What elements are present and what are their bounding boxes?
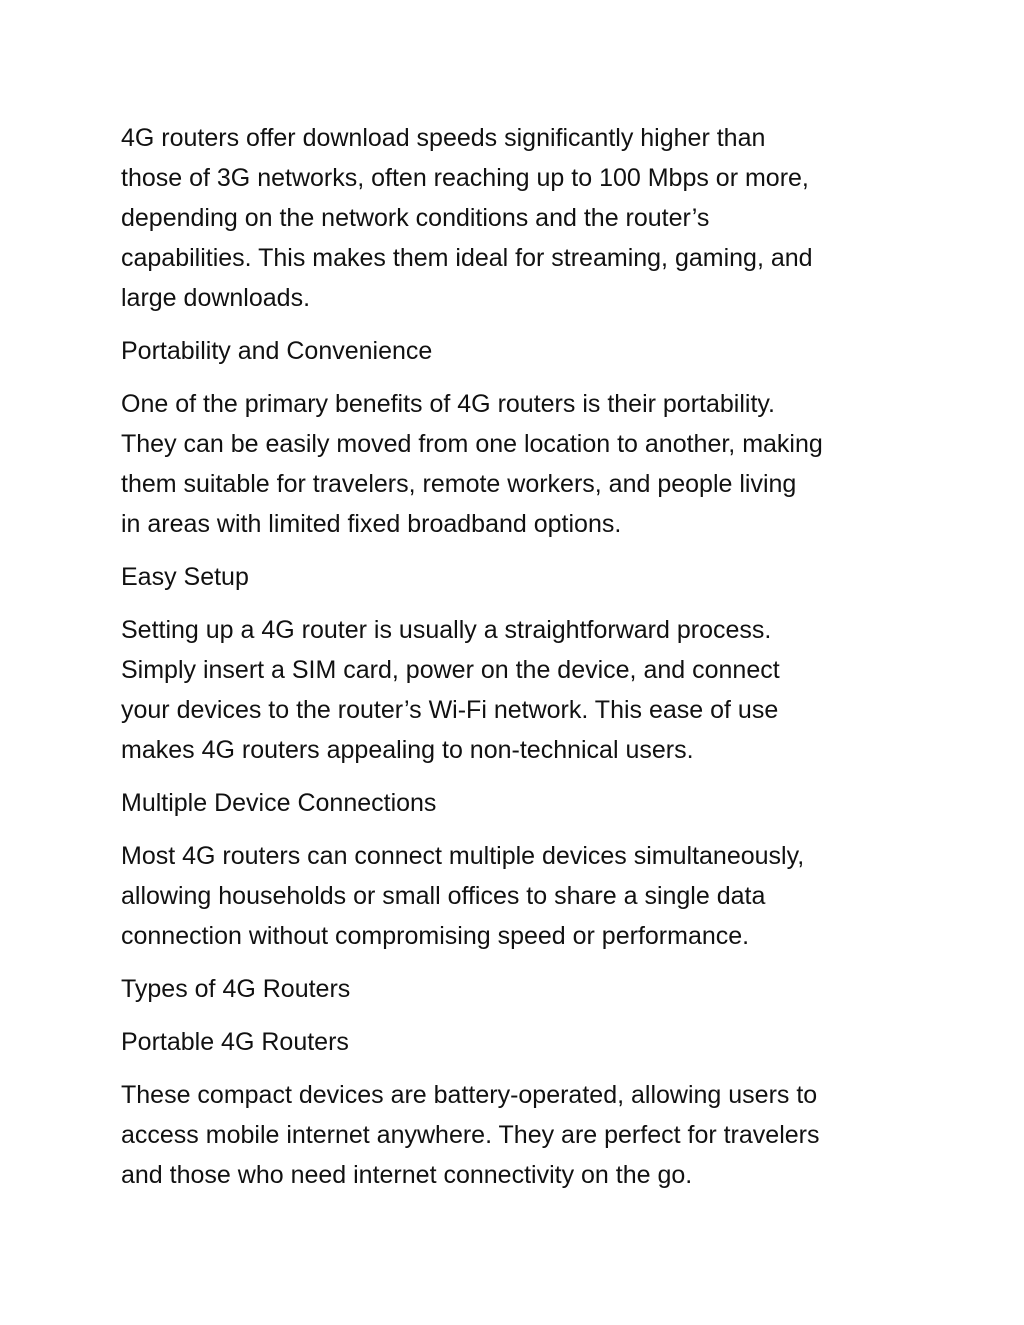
paragraph-line: Simply insert a SIM card, power on the device, and connect bbox=[121, 656, 780, 684]
paragraph-line: depending on the network conditions and the router’s bbox=[121, 204, 710, 232]
paragraph-portability bbox=[121, 384, 911, 544]
paragraph-line: connection without compromising speed or performance. bbox=[121, 922, 750, 950]
paragraph-line: them suitable for travelers, remote workers, and people living bbox=[121, 470, 797, 498]
paragraph-portable-routers bbox=[121, 1075, 911, 1195]
paragraph-line: These compact devices are battery-operated, allowing users to bbox=[121, 1081, 818, 1109]
paragraph-line: in areas with limited fixed broadband options. bbox=[121, 510, 622, 538]
heading-easy-setup: Easy Setup bbox=[121, 563, 249, 591]
paragraph-line: One of the primary benefits of 4G routers is their portability. bbox=[121, 390, 775, 418]
paragraph-line: They can be easily moved from one location to another, making bbox=[121, 430, 823, 458]
paragraph-line: 4G routers offer download speeds significantly higher than bbox=[121, 124, 766, 152]
paragraph-line: and those who need internet connectivity on the go. bbox=[121, 1161, 693, 1189]
heading-multiple-devices: Multiple Device Connections bbox=[121, 789, 437, 817]
heading-portable-routers: Portable 4G Routers bbox=[121, 1028, 349, 1056]
paragraph-line: those of 3G networks, often reaching up to 100 Mbps or more, bbox=[121, 164, 809, 192]
paragraph-line: allowing households or small offices to share a single data bbox=[121, 882, 766, 910]
paragraph-line: your devices to the router’s Wi-Fi network. This ease of use bbox=[121, 696, 779, 724]
paragraph-line: access mobile internet anywhere. They are perfect for travelers bbox=[121, 1121, 820, 1149]
heading-portability: Portability and Convenience bbox=[121, 337, 433, 365]
paragraph-line: makes 4G routers appealing to non-technical users. bbox=[121, 736, 694, 764]
paragraph-easy-setup bbox=[121, 610, 911, 770]
paragraph-line: large downloads. bbox=[121, 284, 311, 312]
paragraph-multiple-devices bbox=[121, 836, 911, 956]
paragraph-line: capabilities. This makes them ideal for streaming, gaming, and bbox=[121, 244, 813, 272]
paragraph-download-speeds bbox=[121, 118, 911, 318]
heading-types-of-routers: Types of 4G Routers bbox=[121, 975, 351, 1003]
document-page bbox=[121, 118, 911, 1208]
paragraph-line: Most 4G routers can connect multiple devices simultaneously, bbox=[121, 842, 805, 870]
paragraph-line: Setting up a 4G router is usually a straightforward process. bbox=[121, 616, 772, 644]
